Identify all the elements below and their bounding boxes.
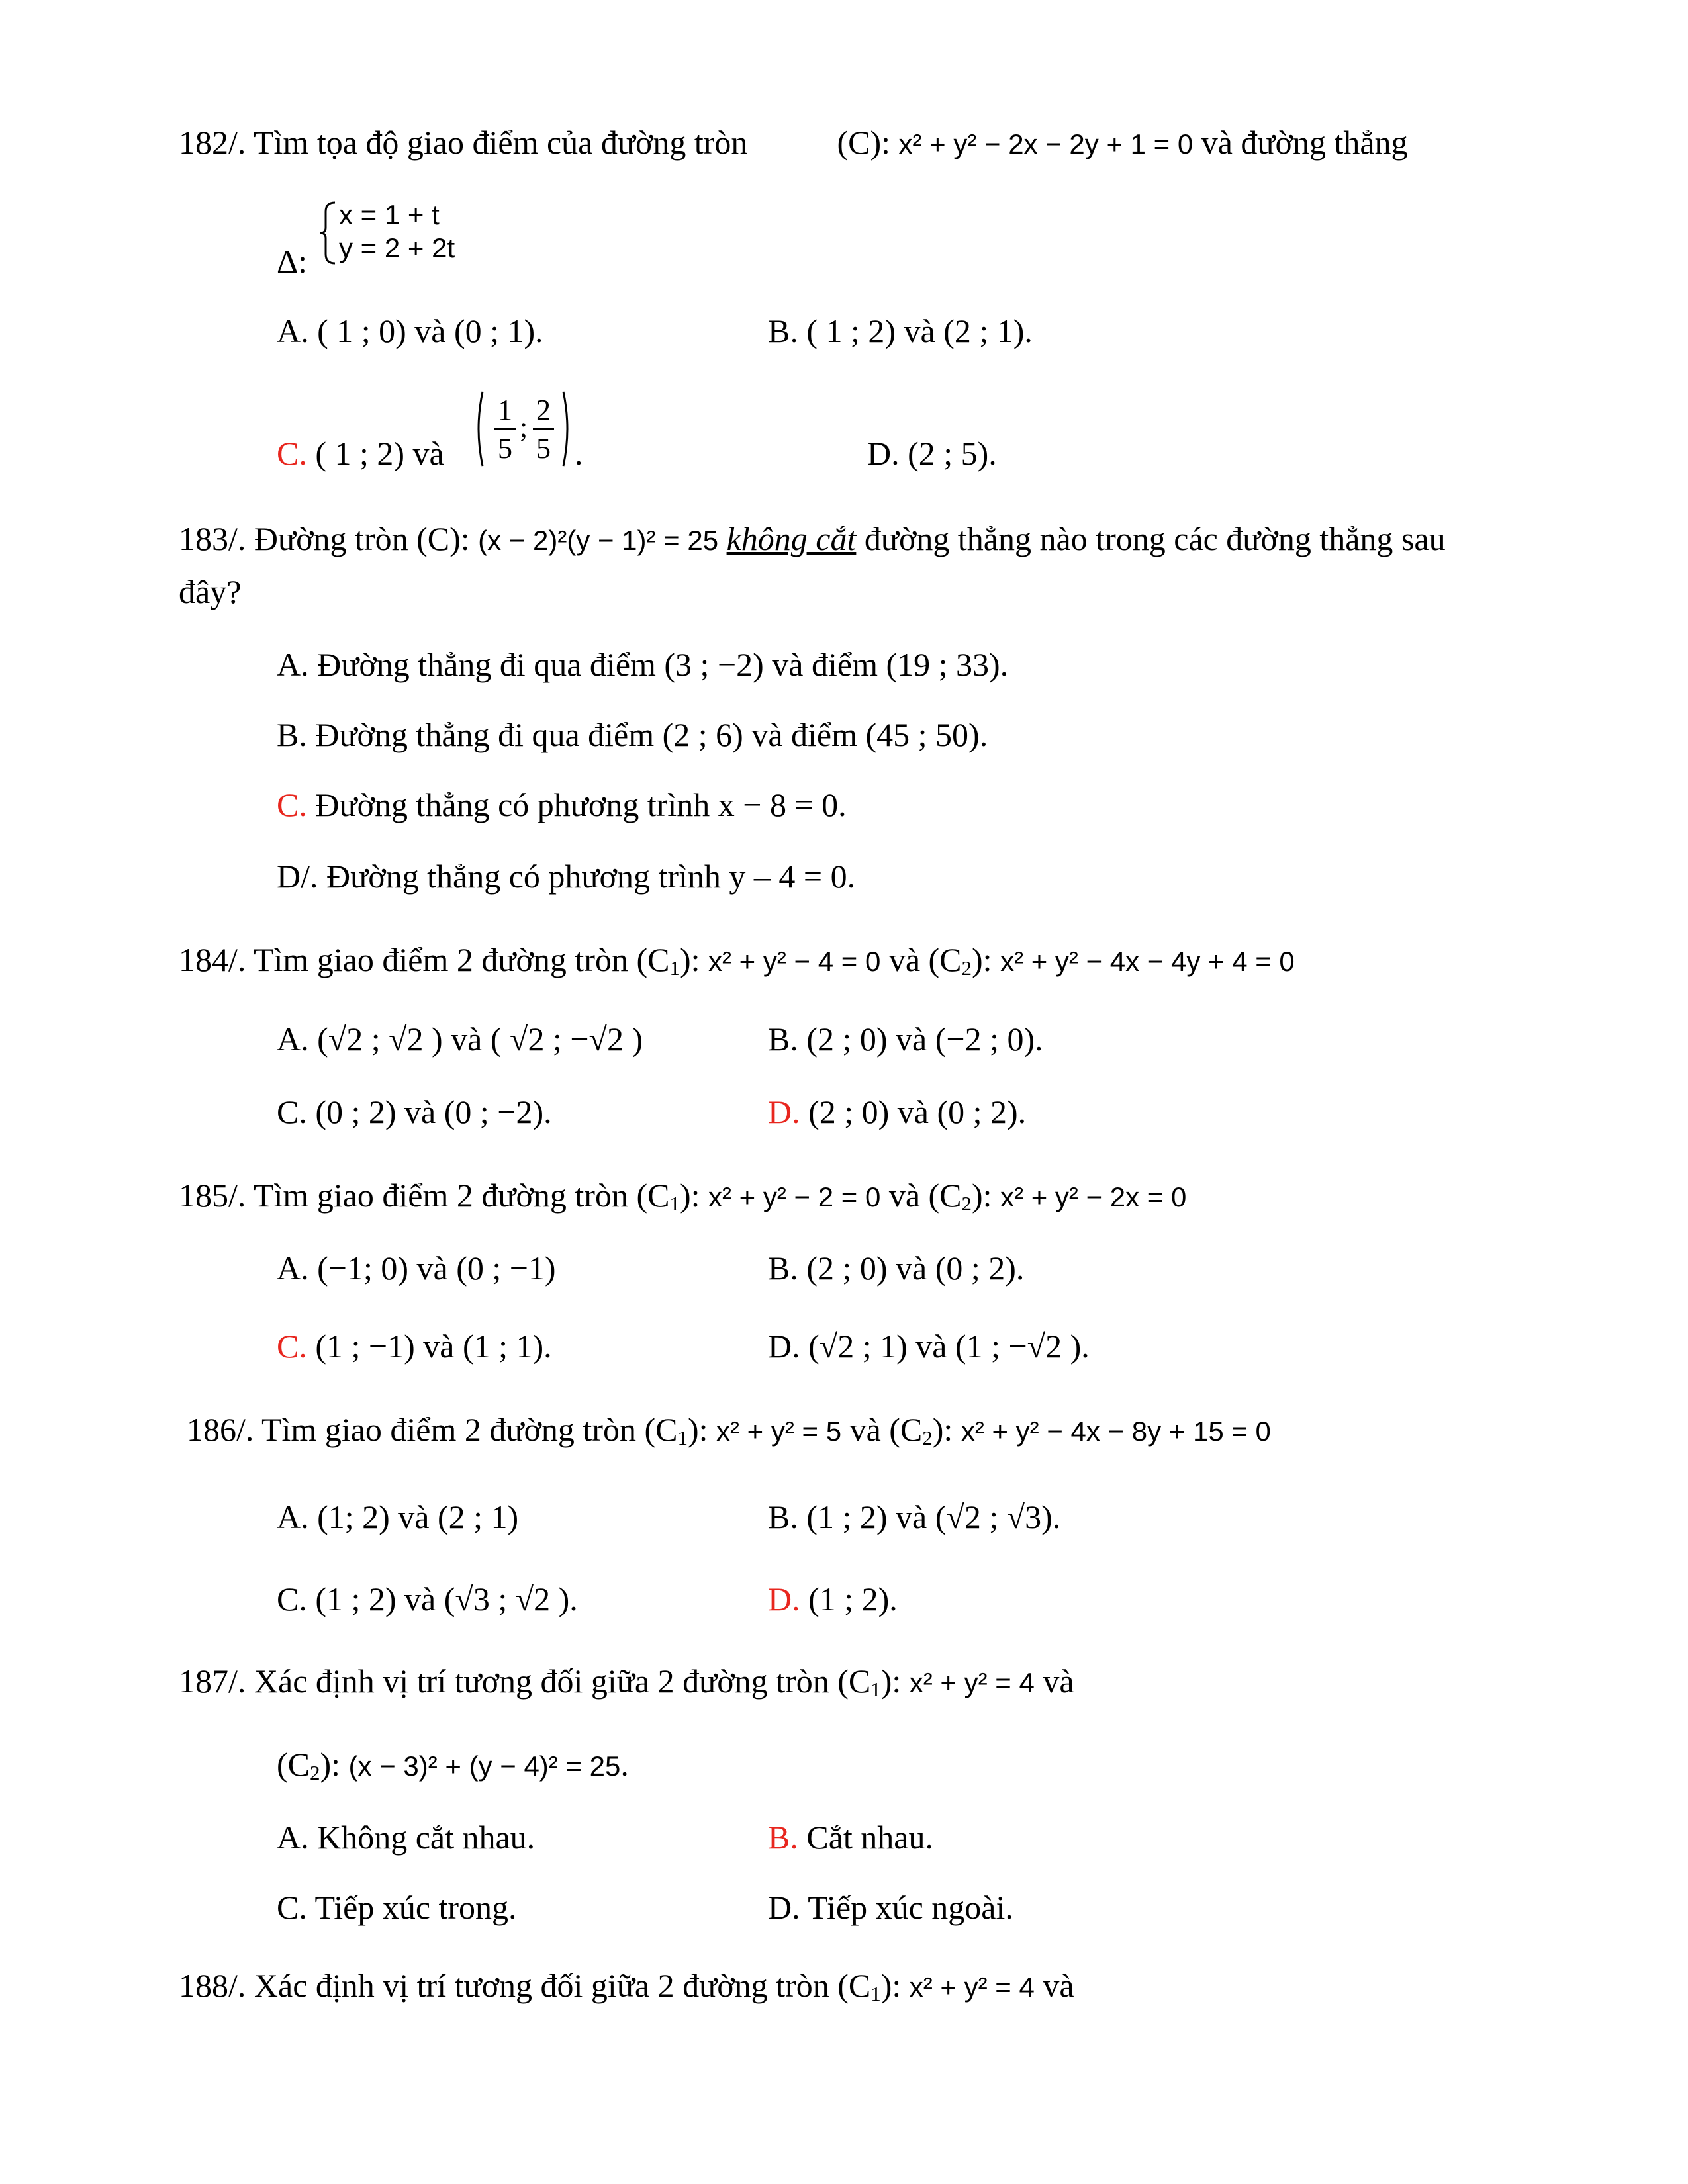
q182-c-label: (C):: [837, 124, 890, 161]
q182-delta-label: Δ:: [277, 243, 308, 280]
q185-stem: [179, 1175, 1186, 1217]
q185-option-a: A. (−1; 0) và (0 ; −1): [277, 1250, 556, 1287]
q182-frac1-den: 5: [498, 432, 512, 465]
q187-eq2: (x − 3)² + (y − 4)² = 25: [348, 1751, 621, 1782]
q184-option-d-text: (2 ; 0) và (0 ; 2).: [800, 1093, 1027, 1130]
q184-option-c: C. (0 ; 2) và (0 ; −2).: [277, 1093, 552, 1130]
q184-option-b: B. (2 ; 0) và (−2 ; 0).: [768, 1021, 1043, 1058]
q183-option-b: B. Đường thẳng đi qua điểm (2 ; 6) và điểm (45 ; 50).: [277, 716, 988, 753]
q184-mid1: ):: [679, 941, 700, 978]
q185-option-c-text: (1 ; −1) và (1 ; 1).: [306, 1328, 552, 1365]
q182-option-d: D. (2 ; 5).: [867, 435, 997, 472]
q182-option-c-fraction-point: [473, 389, 573, 469]
q182-option-c-end: .: [575, 435, 583, 472]
q182-c-equation: x² + y² − 2x − 2y + 1 = 0: [898, 128, 1194, 159]
q183-option-c: [277, 785, 847, 825]
q187-prefix: 187/. Xác định vị trí tương đối giữa 2 đường tròn (C: [179, 1662, 871, 1700]
q185-option-b: B. (2 ; 0) và (0 ; 2).: [768, 1250, 1025, 1287]
q184-option-d: [768, 1092, 1026, 1132]
q182-system-brace: [318, 200, 338, 266]
q184-mid2: và (C: [888, 941, 962, 978]
q182-system-eq1: x = 1 + t: [339, 199, 440, 230]
q187-c2-prefix: (C: [277, 1746, 310, 1783]
q186-mid2: và (C: [849, 1411, 923, 1448]
q184-eq1: x² + y² − 4 = 0: [708, 946, 881, 977]
q183-suffix: đường thẳng nào trong các đường thẳng sau: [864, 520, 1446, 557]
q186-option-c: C. (1 ; 2) và (√3 ; √2 ).: [277, 1580, 578, 1617]
q184-stem: [179, 940, 1295, 981]
q186-option-d: [768, 1579, 898, 1619]
q187-eq1: x² + y² = 4: [909, 1667, 1035, 1698]
q187-option-b-text: Cắt nhau.: [798, 1819, 933, 1856]
q184-sub1: 1: [669, 956, 680, 980]
q185-eq2: x² + y² − 2x = 0: [1000, 1181, 1187, 1212]
q186-option-d-text: (1 ; 2).: [800, 1580, 898, 1617]
q186-eq2: x² + y² − 4x − 8y + 15 = 0: [961, 1416, 1271, 1447]
q185-mid2: và (C: [888, 1177, 962, 1214]
q186-prefix: 186/. Tìm giao điểm 2 đường tròn (C: [187, 1411, 678, 1448]
q187-tail: và: [1043, 1662, 1074, 1700]
q183-option-c-letter: C.: [277, 786, 307, 823]
q183-stem: [179, 519, 1446, 561]
q188-sub1: 1: [870, 1982, 881, 2006]
q183-prefix: 183/. Đường tròn (C):: [179, 520, 470, 557]
q186-sub1: 1: [677, 1426, 688, 1450]
q187-stem: [179, 1661, 1074, 1703]
q182-option-c: [277, 433, 444, 473]
q185-eq1: x² + y² − 2 = 0: [708, 1181, 881, 1212]
q182-stem: [179, 122, 1408, 164]
q186-stem: [187, 1410, 1271, 1451]
q182-option-a: A. ( 1 ; 0) và (0 ; 1).: [277, 312, 543, 349]
q182-system-eq2: y = 2 + 2t: [339, 232, 455, 263]
q187-eq2-end: .: [620, 1746, 629, 1783]
q183-equation: (x − 2)²(y − 1)² = 25: [478, 525, 719, 556]
q185-mid1: ):: [679, 1177, 700, 1214]
q182-tail: và đường thẳng: [1201, 124, 1408, 161]
q186-mid1: ):: [687, 1411, 708, 1448]
q187-c2-line: [277, 1745, 629, 1786]
q188-stem: [179, 1966, 1074, 2007]
q187-option-b: [768, 1817, 933, 1857]
q186-option-b: B. (1 ; 2) và (√2 ; √3).: [768, 1498, 1061, 1535]
q185-option-d: D. (√2 ; 1) và (1 ; −√2 ).: [768, 1328, 1090, 1365]
q187-c2-mid: ):: [320, 1746, 341, 1783]
q187-c2-sub: 2: [310, 1761, 320, 1785]
q184-prefix: 184/. Tìm giao điểm 2 đường tròn (C: [179, 941, 670, 978]
q185-option-c-letter: C.: [277, 1328, 307, 1365]
q186-sub2: 2: [922, 1426, 933, 1450]
q187-option-b-letter: B.: [768, 1819, 798, 1856]
q183-option-c-text: Đường thẳng có phương trình x − 8 = 0.: [306, 786, 847, 823]
q188-tail: và: [1043, 1967, 1074, 2004]
q187-option-d: D. Tiếp xúc ngoài.: [768, 1889, 1013, 1926]
q185-prefix: 185/. Tìm giao điểm 2 đường tròn (C: [179, 1177, 670, 1214]
svg-text:;: ;: [519, 411, 528, 443]
q182-text: 182/. Tìm tọa độ giao điểm của đường tròn: [179, 124, 748, 161]
q187-mid1: ):: [880, 1662, 902, 1700]
q182-frac1-num: 1: [498, 394, 512, 426]
q186-mid3: ):: [932, 1411, 953, 1448]
q184-option-a: A. (√2 ; √2 ) và ( √2 ; −√2 ): [277, 1021, 643, 1058]
q184-mid3: ):: [972, 941, 992, 978]
q183-option-a: A. Đường thẳng đi qua điểm (3 ; −2) và điểm (19 ; 33).: [277, 646, 1009, 683]
q182-option-c-letter: C.: [277, 435, 307, 472]
q183-emphasis: không cắt: [726, 520, 857, 557]
q185-mid3: ):: [972, 1177, 992, 1214]
q182-frac2-num: 2: [536, 394, 551, 426]
q182-option-c-text: ( 1 ; 2) và: [306, 435, 444, 472]
q184-option-d-letter: D.: [768, 1093, 800, 1130]
q187-option-a: A. Không cắt nhau.: [277, 1819, 536, 1856]
q184-eq2: x² + y² − 4x − 4y + 4 = 0: [1000, 946, 1295, 977]
q185-sub1: 1: [669, 1192, 680, 1216]
q187-sub1: 1: [870, 1678, 881, 1702]
q186-eq1: x² + y² = 5: [716, 1416, 842, 1447]
q185-sub2: 2: [961, 1192, 972, 1216]
q186-option-a: A. (1; 2) và (2 ; 1): [277, 1498, 519, 1535]
q184-sub2: 2: [961, 956, 972, 980]
q186-option-d-letter: D.: [768, 1580, 800, 1617]
q188-prefix: 188/. Xác định vị trí tương đối giữa 2 đường tròn (C: [179, 1967, 871, 2004]
q182-frac2-den: 5: [536, 432, 551, 465]
q183-option-d: D/. Đường thẳng có phương trình y – 4 = 0.: [277, 858, 856, 895]
q188-mid1: ):: [880, 1967, 902, 2004]
q183-stem-line2: đây?: [179, 573, 242, 610]
q187-option-c: C. Tiếp xúc trong.: [277, 1889, 517, 1926]
q185-option-c: [277, 1326, 552, 1366]
q182-option-b: B. ( 1 ; 2) và (2 ; 1).: [768, 312, 1033, 349]
q188-eq1: x² + y² = 4: [909, 1972, 1035, 2003]
